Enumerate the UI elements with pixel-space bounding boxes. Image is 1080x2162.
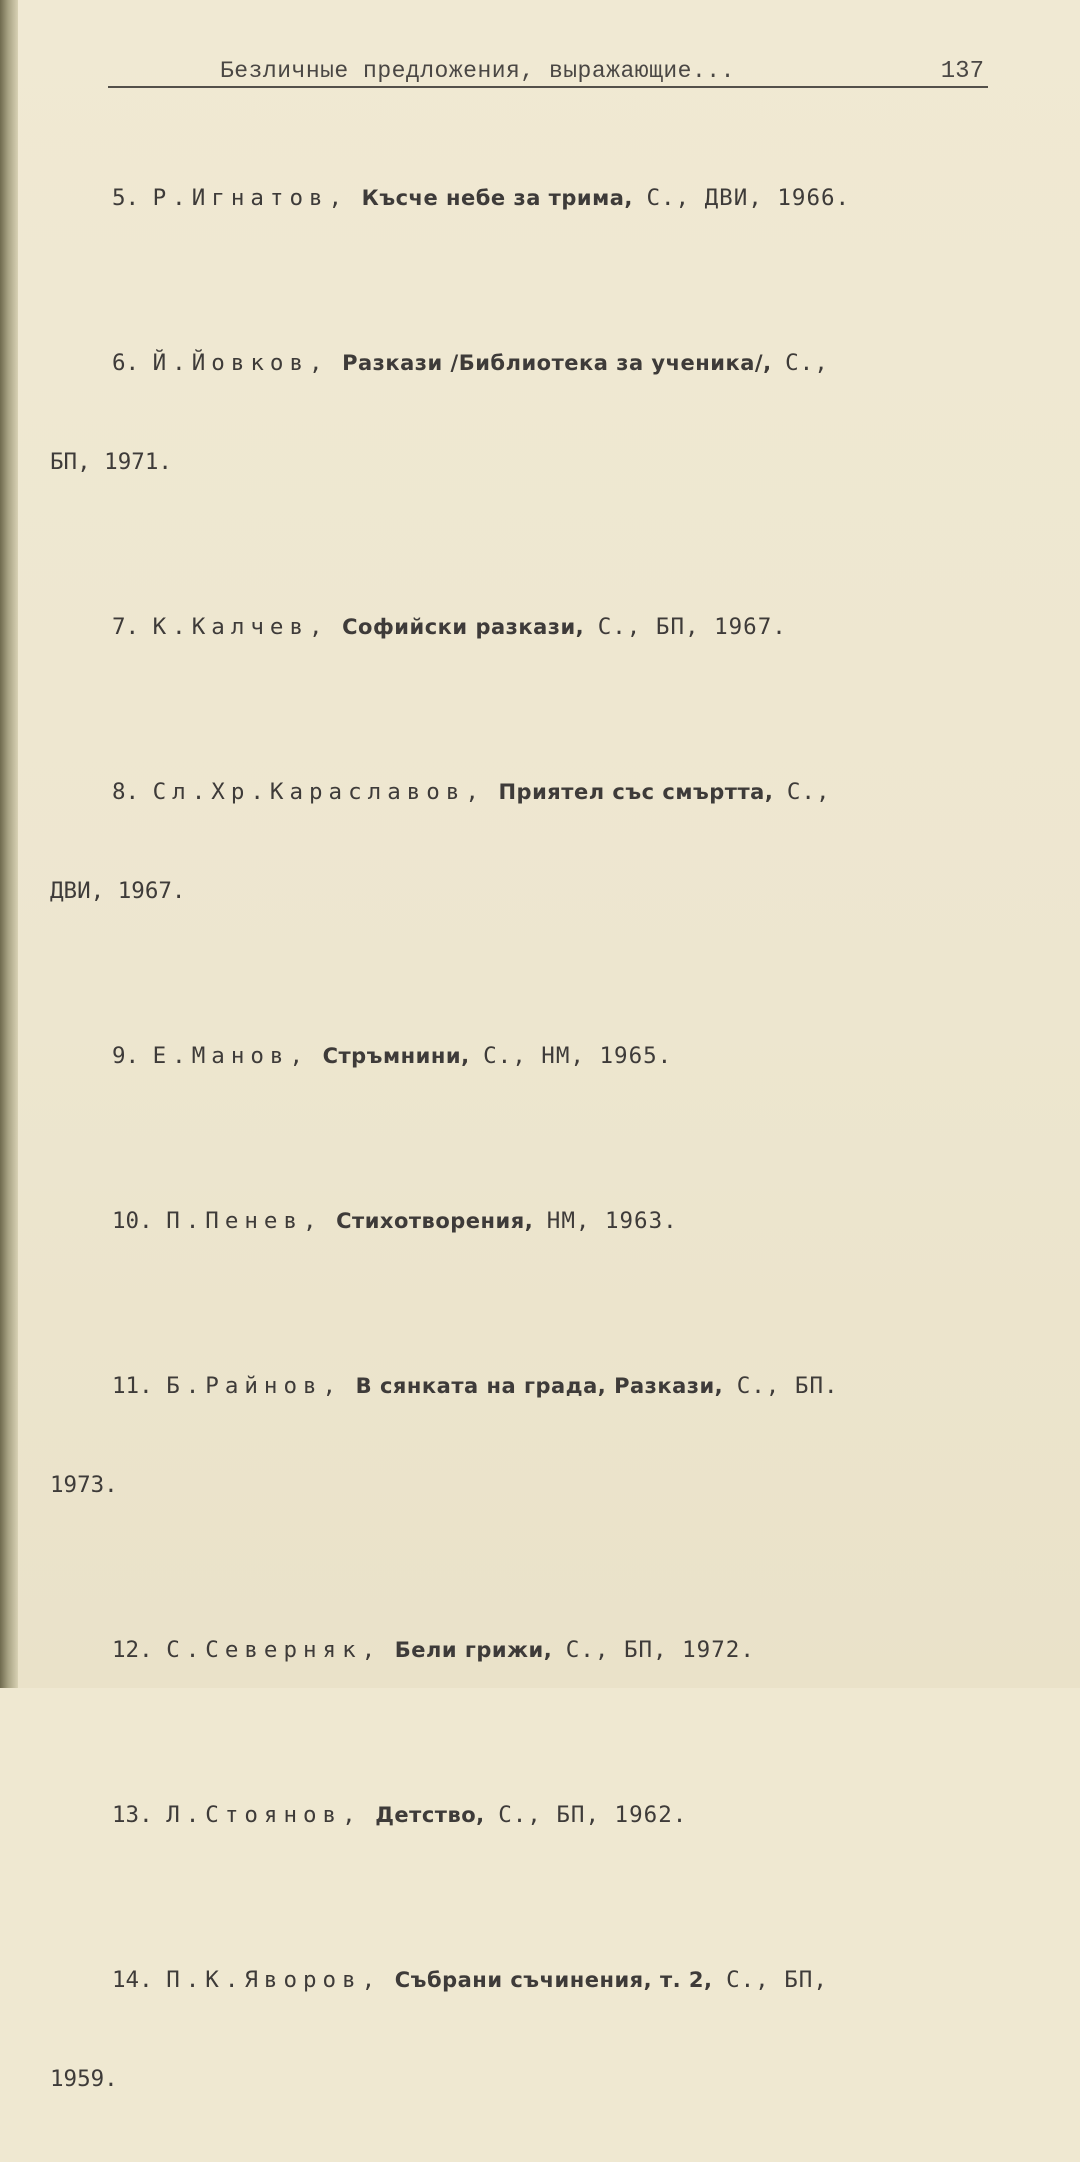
reference-author: Е.Манов, [152,1043,310,1069]
header-title: Безличные предложения, выражающие... [220,58,735,84]
reference-number: 12. [112,1637,153,1663]
reference-publication: С., БП. [736,1373,839,1399]
reference-line [0,1634,880,1667]
reference-number: 5. [112,185,140,211]
reference-list [0,116,1080,2162]
reference-item [0,1733,880,1898]
reference-item [0,1898,880,2162]
reference-line [0,1370,880,1403]
reference-title: Разкази /Библиотека за ученика/, [342,351,772,375]
reference-title: Детство, [375,1803,485,1827]
reference-item [0,1568,880,1733]
reference-item [0,281,880,545]
reference-line [0,347,880,380]
reference-publication: С., НМ, 1965. [483,1043,673,1069]
reference-item [0,1304,880,1568]
reference-author: П.Пенев, [166,1208,323,1234]
reference-author: Сл.Хр.Караславов, [152,779,485,805]
reference-title: Стихотворения, [336,1209,534,1233]
reference-publication: С., ДВИ, 1966. [646,185,851,211]
reference-line [0,182,880,215]
reference-continuation: 1973. [50,1472,118,1498]
running-header [108,52,988,92]
reference-item [0,710,880,974]
reference-publication: С., [786,779,831,805]
reference-continuation: 1959. [50,2066,118,2092]
reference-item [0,545,880,710]
reference-line [0,776,880,809]
reference-line [0,1799,880,1832]
reference-title: Стръмнини, [322,1044,470,1068]
reference-author: К.Калчев, [152,614,329,640]
reference-number: 11. [112,1373,153,1399]
reference-number: 10. [112,1208,153,1234]
page-number: 137 [940,58,984,85]
header-rule [108,86,988,88]
reference-title: В сянката на града, Разкази, [355,1374,724,1398]
reference-line [0,1964,880,1997]
reference-author: Б.Райнов, [166,1373,343,1399]
reference-author: Л.Стоянов, [166,1802,362,1828]
reference-continuation: ДВИ, 1967. [50,878,186,904]
reference-publication: С., БП, 1962. [498,1802,688,1828]
reference-author: Р.Игнатов, [152,185,349,211]
reference-line [0,1040,880,1073]
reference-number: 7. [112,614,140,640]
reference-item [0,974,880,1139]
reference-number: 14. [112,1967,153,1993]
reference-publication: С., БП, [726,1967,828,1993]
reference-number: 13. [112,1802,153,1828]
reference-line [0,611,880,644]
reference-title: Софийски разкази, [342,615,585,639]
reference-number: 6. [112,350,140,376]
reference-item [0,116,880,281]
reference-line [0,1205,880,1238]
reference-publication: НМ, 1963. [546,1208,678,1234]
reference-title: Бели грижи, [394,1638,553,1662]
reference-title: Събрани съчинения, т. 2, [394,1968,713,1992]
reference-item [0,1139,880,1304]
reference-continuation: БП, 1971. [50,449,172,475]
reference-author: П.К.Яворов, [166,1967,382,1993]
reference-publication: С., [785,350,829,376]
reference-title: Приятел със смъртта, [498,780,774,804]
reference-number: 8. [112,779,140,805]
reference-title: Късче небе за трима, [361,186,633,210]
reference-publication: С., БП, 1972. [565,1637,755,1663]
reference-publication: С., БП, 1967. [597,614,787,640]
reference-author: Й.Йовков, [152,350,329,376]
reference-author: С.Северняк, [166,1637,382,1663]
reference-number: 9. [112,1043,140,1069]
